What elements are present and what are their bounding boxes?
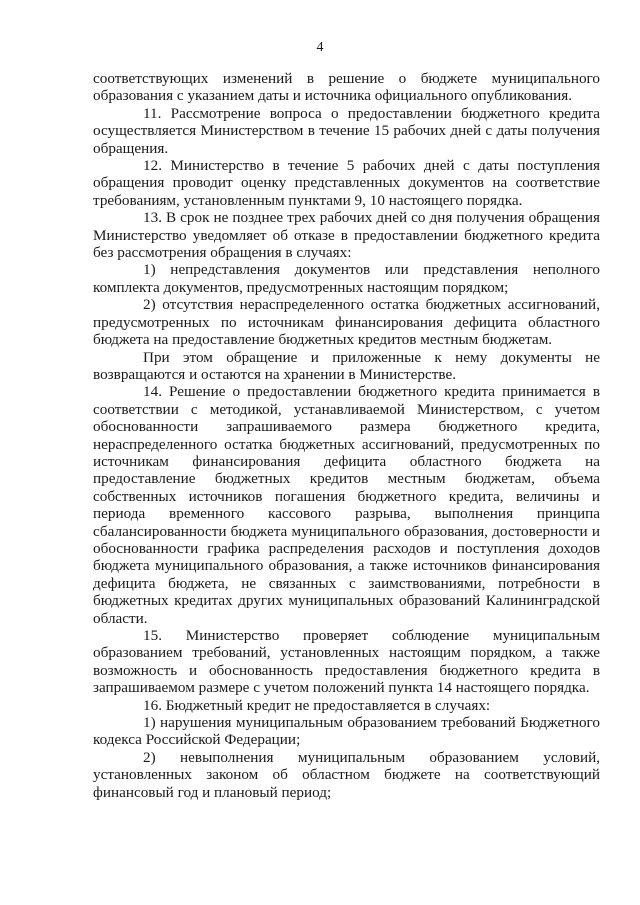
paragraph-13-note: При этом обращение и приложенные к нему документы не возвращаются и остаются на хранении в Министерстве. [93,348,600,383]
paragraph-13-item-2: 2) отсутствия нераспределенного остатка бюджетных ассигнований, предусмотренных по источникам финансирования дефицита областного бюджета на предоставление бюджетных кредитов местным бюджетам. [93,296,600,349]
paragraph-16: 16. Бюджетный кредит не предоставляется в случаях: [143,696,491,714]
paragraph-15: 15. Министерство проверяет соблюдение муниципальным образованием требований, установленных настоящим порядком, а также возможность и обоснованность предоставления бюджетного кредита в запрашиваемом размере с учетом положений пункта 14 настоящего порядка. [93,627,600,697]
document-body [93,70,600,801]
paragraph-14: 14. Решение о предоставлении бюджетного кредита принимается в соответствии с методикой, устанавливаемой Министерством, с учетом обоснованности запрашиваемого размера бюджетного кредита, нераспределенного остатка бюджетных ассигнований, предусмотренных по источникам финансирования дефицита областного бюджета на предоставление бюджетных кредитов местным бюджетам, объема собственных источников погашения бюджетного кредита, величины и периода временного кассового разрыва, выполнения принципа сбалансированности бюджета муниципального образования, достоверности и обоснованности графика распределения расходов и поступления доходов бюджета муниципального образования, а также источников финансирования дефицита бюджета, не связанных с заимствованиями, потребности в бюджетных кредитах других муниципальных образований Калининградской области. [93,383,600,627]
paragraph-16-item-1: 1) нарушения муниципальным образованием требований Бюджетного кодекса Российской Федерации; [93,714,600,749]
paragraph-13: 13. В срок не позднее трех рабочих дней со дня получения обращения Министерство уведомляет об отказе в предоставлении бюджетного кредита без рассмотрения обращения в случаях: [93,209,600,262]
paragraph-13-item-1: 1) непредставления документов или представления неполного комплекта документов, предусмотренных настоящим порядком; [93,261,600,296]
paragraph-continuation: соответствующих изменений в решение о бюджете муниципального образования с указанием даты и источника официального опубликования. [93,70,600,105]
page-number: 4 [316,40,324,55]
paragraph-12: 12. Министерство в течение 5 рабочих дней с даты поступления обращения проводит оценку представленных документов на соответствие требованиям, установленным пунктами 9, 10 настоящего порядка. [93,157,600,209]
paragraph-11: 11. Рассмотрение вопроса о предоставлении бюджетного кредита осуществляется Министерством в течение 15 рабочих дней с даты получения обращения. [93,104,600,157]
paragraph-16-item-2: 2) невыполнения муниципальным образованием условий, установленных законом об областном бюджете на соответствующий финансовый год и плановый период; [93,748,600,801]
